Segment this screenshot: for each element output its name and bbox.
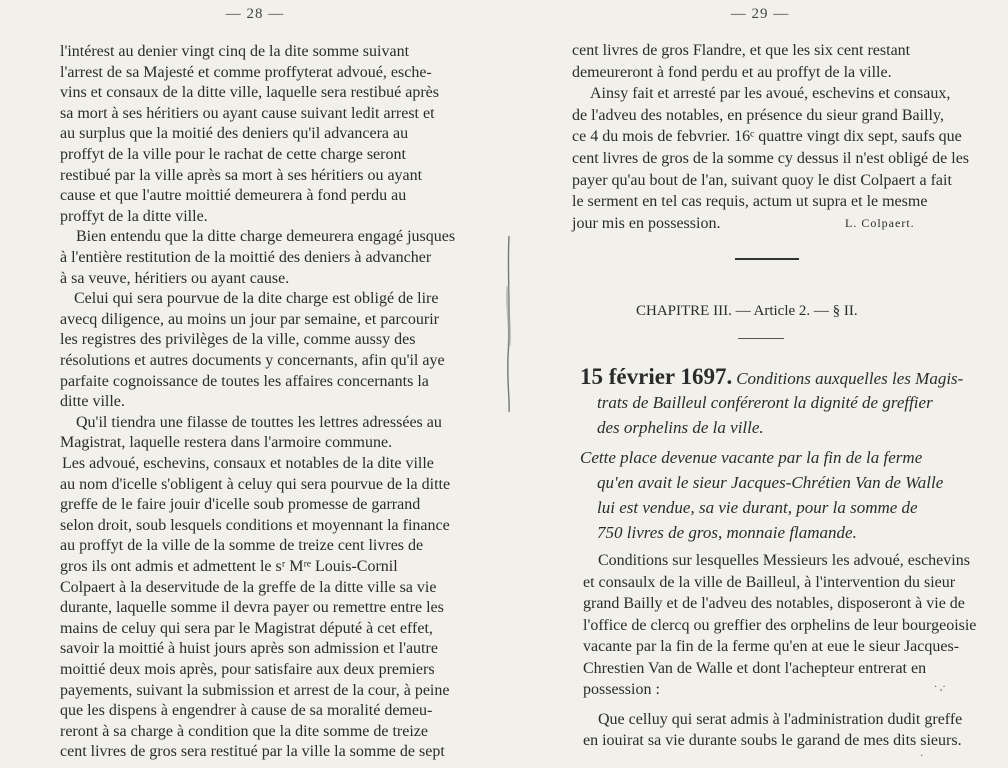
text-line: les registres des privilèges de la ville, comme aussy des bbox=[60, 331, 416, 349]
text-line: Bien entendu que la ditte charge demeurera engagé jusques bbox=[76, 228, 456, 246]
text-line: au nom d'icelle s'obligent à celuy qui sera pourvue de la ditte bbox=[60, 475, 451, 493]
text-line: cent livres de gros Flandre, et que les six cent restant bbox=[572, 42, 911, 59]
entry-title-first: Conditions auxquelles les Magis- bbox=[736, 369, 964, 388]
text-line: l'office de clercq ou greffier des orphelins de leur bourgeoisie bbox=[583, 616, 977, 634]
text-line: ditte ville. bbox=[60, 393, 125, 411]
title-line: des orphelins de la ville. bbox=[597, 418, 764, 437]
text-line: de l'adveu des notables, en présence du sieur grand Bailly, bbox=[572, 106, 944, 124]
text-line: reront à sa charge à condition que la dite somme de treize bbox=[60, 722, 428, 740]
text-line: Qu'il tiendra une filasse de touttes les lettres adressées au bbox=[76, 413, 442, 431]
text-line: vacante par la fin de la ferme qu'en at eue le sieur Jacques- bbox=[583, 638, 960, 655]
text-line: cause et que l'autre moittié demeurera à fond perdu au bbox=[60, 187, 407, 205]
entry-date: 15 février 1697. bbox=[580, 364, 733, 389]
text-line: selon droit, soub lesquels conditions et moyennant la finance bbox=[60, 516, 450, 534]
text-line: avecq diligence, au moins un jour par semaine, et parcourir bbox=[60, 310, 439, 328]
text-line: sa mort à ses héritiers ou ayant cause suivant ledit arrest et bbox=[60, 104, 435, 122]
margin-mark: · bbox=[920, 751, 924, 762]
text-line: Ainsy fait et arresté par les avoué, eschevins et consaux, bbox=[590, 85, 951, 103]
text-line: Que celluy qui serat admis à l'administration dudit greffe bbox=[598, 710, 963, 728]
chapter-heading: CHAPITRE III. — Article 2. — § II. bbox=[636, 303, 858, 319]
title-line: lui est vendue, sa vie durant, pour la somme de bbox=[597, 498, 918, 517]
section-rule bbox=[735, 258, 799, 260]
title-line: 750 livres de gros, monnaie flamande. bbox=[597, 523, 857, 542]
text-line: savoir la moittié à huist jours après son admission et l'autre bbox=[60, 640, 438, 658]
text-line: gros ils ont admis et admettent le sʳ Mʳᵉ Louis-Cornil bbox=[60, 558, 398, 575]
text-line: à sa veuve, héritiers ou ayant cause. bbox=[60, 269, 290, 287]
entry-date-block bbox=[580, 364, 963, 393]
text-line: que les dispens à engendrer à cause de sa moralité demeu- bbox=[60, 702, 433, 720]
text-line: à l'entière restitution de la moittié des deniers à advancher bbox=[60, 249, 432, 266]
text-line: greffe de le faire jouir d'icelle soub promesse de garrand bbox=[60, 496, 421, 514]
title-line: trats de Bailleul conféreront la dignité de greffier bbox=[597, 393, 933, 412]
text-line: Colpaert à la deservitude de la greffe de la ditte ville sa vie bbox=[60, 578, 437, 596]
page-number-right: — 29 — bbox=[730, 6, 790, 22]
text-line: restibué par la ville après sa mort à ses héritiers ou ayant bbox=[60, 166, 423, 184]
text-line: jour mis en possession. bbox=[572, 214, 721, 232]
text-line: Conditions sur lesquelles Messieurs les advoué, eschevins bbox=[598, 552, 970, 569]
text-line: possession : bbox=[583, 681, 660, 698]
text-line: l'intérest au denier vingt cinq de la dite somme suivant bbox=[60, 43, 410, 60]
text-line: Magistrat, laquelle restera dans l'armoire commune. bbox=[60, 434, 393, 452]
text-line: au proffyt de la ville de la somme de treize cent livres de bbox=[60, 537, 424, 555]
text-line: au surplus que la moitié des deniers qu'il advancera au bbox=[60, 125, 409, 143]
text-line: mains de celuy qui sera par le Magistrat député à cet effet, bbox=[60, 619, 433, 637]
text-line: cent livres de gros de la somme cy dessus il n'est obligé de les bbox=[572, 150, 970, 167]
title-line: Cette place devenue vacante par la fin de la ferme bbox=[580, 448, 923, 467]
text-line: et consaulx de la ville de Bailleul, à l'intervention du sieur bbox=[583, 573, 956, 591]
text-line: Celui qui sera pourvue de la dite charge est obligé de lire bbox=[74, 290, 439, 308]
text-line: proffyt de la ditte ville. bbox=[60, 207, 208, 225]
text-line: payements, suivant la submission et arrest de la cour, à peine bbox=[60, 681, 450, 699]
page-number-left: — 28 — bbox=[225, 6, 285, 22]
margin-mark: · ,· bbox=[934, 682, 946, 693]
text-line: ce 4 du mois de febvrier. 16ᶜ quattre vingt dix sept, saufs que bbox=[572, 128, 962, 146]
text-line: payer qu'au bout de l'an, suivant quoy le dist Colpaert a fait bbox=[572, 171, 952, 189]
text-line: résolutions et autres documents y concernants, afin qu'il aye bbox=[60, 352, 445, 369]
title-line: qu'en avait le sieur Jacques-Chrétien Van de Walle bbox=[597, 473, 944, 492]
text-line: le serment en tel cas requis, actum ut supra et le mesme bbox=[572, 193, 928, 211]
text-line: moittié deux mois après, pour satisfaire aux deux premiers bbox=[60, 661, 435, 678]
text-line: parfaite cognoissance de toutes les affaires concernants la bbox=[60, 372, 429, 390]
text-line: demeureront à fond perdu et au proffyt de la ville. bbox=[572, 63, 892, 81]
text-line: cent livres de gros sera restitué par la ville la somme de sept bbox=[60, 743, 445, 761]
text-line: durante, laquelle somme il devra payer ou remettre entre les bbox=[60, 599, 444, 617]
text-line: Chrestien Van de Walle et dont l'achepteur entrerat en bbox=[583, 659, 927, 677]
text-line: grand Bailly et de l'adveu des notables, disposeront à vie de bbox=[583, 595, 965, 612]
signature: L. Colpaert. bbox=[845, 216, 915, 230]
text-line: en iouirat sa vie durante soubs le garand de mes dits sieurs. bbox=[583, 732, 962, 749]
text-line: vins et consaux de la ditte ville, laquelle sera restibué après bbox=[60, 84, 439, 102]
text-line: proffyt de la ville pour le rachat de cette charge seront bbox=[60, 146, 406, 163]
text-line: Les advoué, eschevins, consaux et notables de la dite ville bbox=[62, 455, 434, 472]
text-line: l'arrest de sa Majesté et comme proffyterat advoué, esche- bbox=[60, 63, 432, 81]
chapter-rule bbox=[738, 338, 784, 339]
